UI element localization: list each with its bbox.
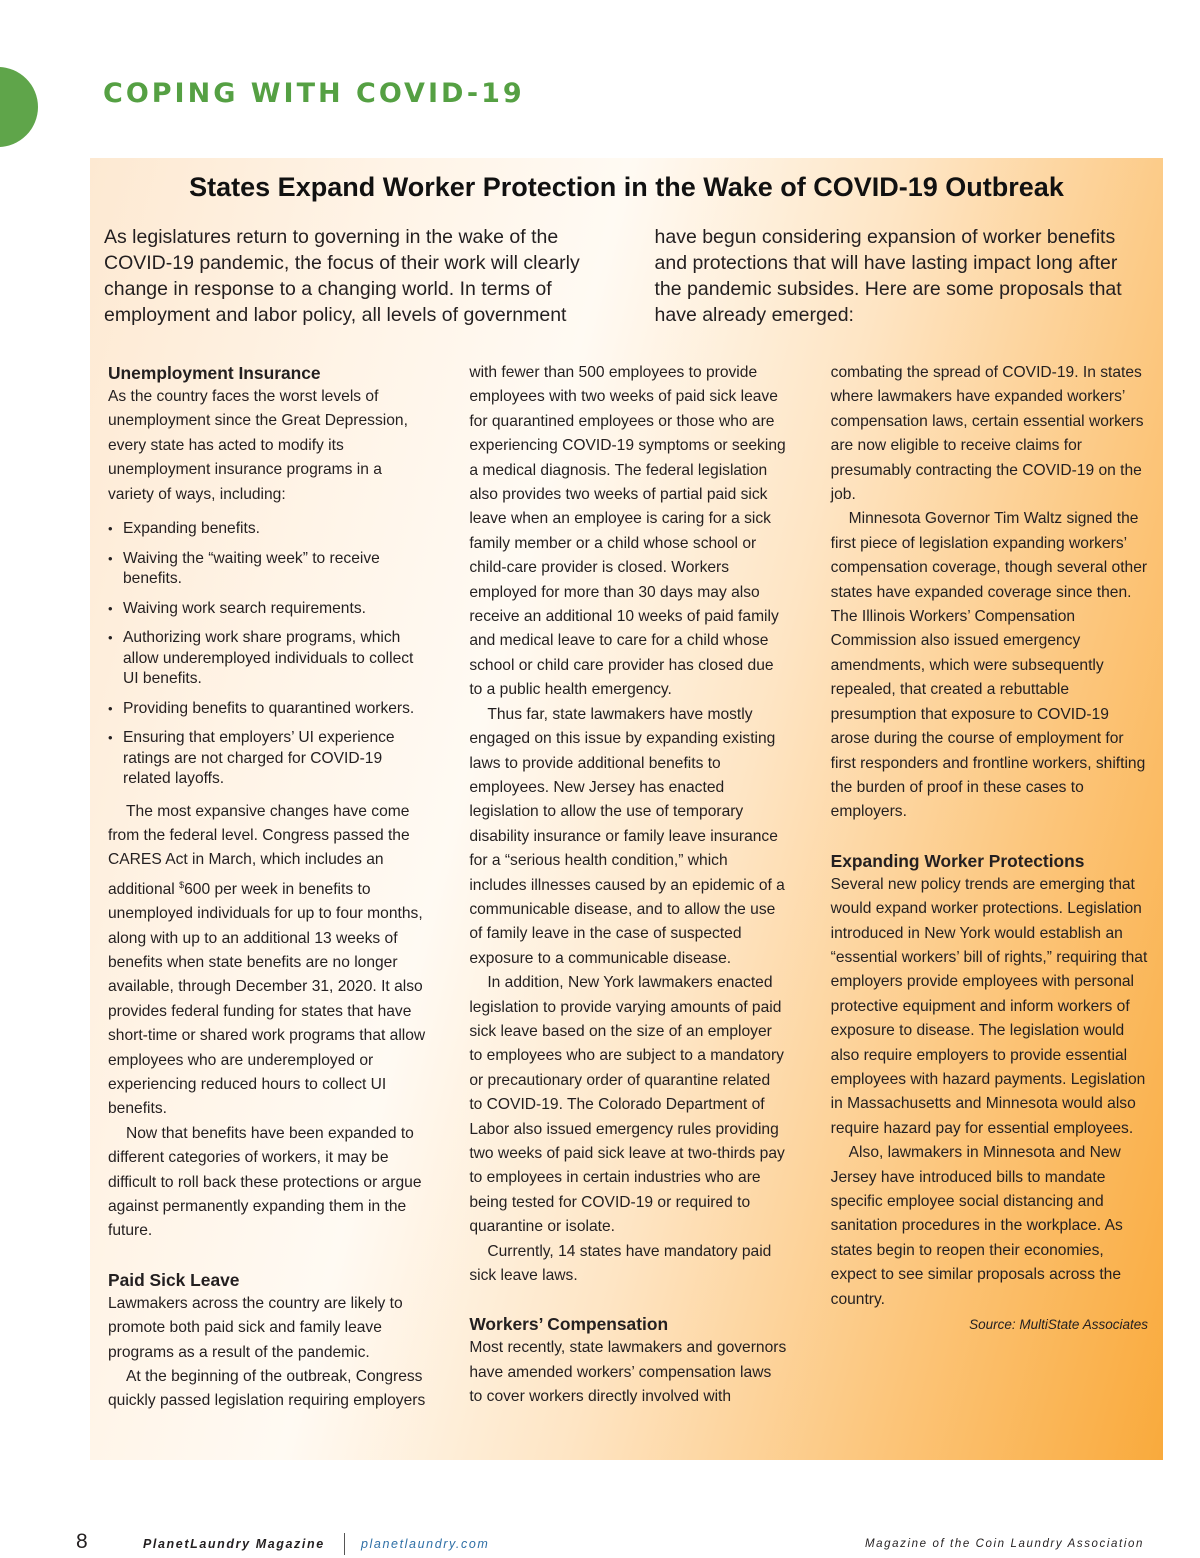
website-link[interactable]: planetlaundry.com [361,1537,490,1551]
list-item: • Providing benefits to quarantined workers. [108,699,425,720]
paid-sick-paragraph-2: At the beginning of the outbreak, Congress quickly passed legislation requiring employers with fewer than 500 employees to provide employees with two weeks of paid sick leave for quarantined employees or those who are experiencing COVID-19 symptoms or seeking a medical diagnosis. The federal legislation also provides two weeks of partial paid sick leave when an employee is caring for a sick family member or a child whose school or child-care provider is closed. Workers employed for more than 30 days may also receive an additional 10 weeks of paid family and medical leave to care for a child whose school or child care provider has closed due to a public health emergency. [108,364,786,1410]
paragraph-text: The most expansive changes have come from the federal level. Congress passed the CARES Act in March, which includes an additional [108,802,410,898]
article-panel [90,158,1163,1460]
list-item: • Authorizing work share programs, which allow underemployed individuals to collect UI benefits. [108,628,425,690]
unemployment-paragraph-3: Now that benefits have been expanded to different categories of workers, it may be difficult to roll back these protections or argue against permanently expanding them in the future. [108,1124,422,1240]
paid-sick-leave-heading: Paid Sick Leave [108,1269,240,1290]
paid-sick-paragraph-5: Currently, 14 states have mandatory paid sick leave laws. [469,1242,772,1285]
unemployment-bullet-list [108,519,425,790]
section-tab-marker [0,67,38,147]
workers-comp-heading: Workers’ Compensation [469,1314,669,1335]
dollar-sign: $ [179,879,185,890]
expanding-protections-heading: Expanding Worker Protections [830,850,1085,871]
unemployment-paragraph-2 [108,800,425,1122]
list-item: • Waiving work search requirements. [108,599,425,620]
list-item: • Waiving the “waiting week” to receive benefits. [108,549,425,590]
article-headline: States Expand Worker Protection in the Wake of COVID-19 Outbreak [189,172,1064,202]
magazine-name: PlanetLaundry Magazine [143,1537,325,1551]
paragraph-text: 600 per week in benefits to unemployed individuals for up to four months, along with up to an additional 13 weeks of benefits when state benefits are no longer available, through December 31, 2020. It also provides federal funding for states that have short-time or shared work programs that allow employees who are underemployed or experiencing reduced hours to collect UI benefits. [108,880,426,1118]
workers-comp-paragraph-1: Most recently, state lawmakers and governors have amended workers’ compensation laws to cover workers directly involved with combating the spread of COVID-19. In states where lawmakers have expanded workers’ compensation laws, certain essential workers are now eligible to receive claims for presumably contracting the COVID-19 on the job. [469,364,1144,1406]
magazine-tagline: Magazine of the Coin Laundry Association [864,1538,1144,1550]
workers-comp-paragraph-2: Minnesota Governor Tim Waltz signed the first piece of legislation expanding workers’ compensation coverage, though several other states have expanded coverage since then. The Illinois Workers’ Compensation Commission also issued emergency amendments, which were subsequently repealed, that created a rebuttable presumption that exposure to COVID-19 arose during the course of employment for first responders and frontline workers, shifting the burden of proof in these cases to employers. [830,510,1148,821]
article-intro [104,224,1139,328]
source-credit: Source: MultiState Associates [969,1317,1148,1333]
section-label: COPING WITH COVID-19 [103,78,525,109]
list-item: • Expanding benefits. [108,519,425,540]
unemployment-paragraph-1: As the country faces the worst levels of unemployment since the Great Depression, every state has acted to modify its unemployment insurance programs in a variety of ways, including: [108,388,408,503]
expanding-paragraph-2: Also, lawmakers in Minnesota and New Jersey have introduced bills to mandate specific employee social distancing and sanitation procedures in the workplace. As states begin to reopen their economies, expect to see similar proposals across the country. [830,1144,1123,1308]
footer-divider [344,1533,345,1555]
page-number: 8 [76,1530,88,1553]
article-body [108,361,1148,1433]
unemployment-heading: Unemployment Insurance [108,363,321,383]
list-item: • Ensuring that employers’ UI experience ratings are not charged for COVID-19 related layoffs. [108,728,425,790]
expanding-paragraph-1: Several new policy trends are emerging that would expand worker protections. Legislation introduced in New York would establish an “essential workers’ bill of rights,” requiring that employers provide employees with personal protective equipment and inform workers of exposure to disease. The legislation would also require employers to provide essential employees with hazard payments. Legislation in Massachusetts and Minnesota would also require hazard pay for essential employees. [830,875,1148,1137]
paid-sick-paragraph-3: Thus far, state lawmakers have mostly engaged on this issue by expanding existing laws to provide additional benefits to employees. New Jersey has enacted legislation to allow the use of temporary disability insurance or family leave insurance for a “serious health condition,” which includes illnesses caused by an epidemic of a communicable disease, and to allow the use of family leave in the case of suspected exposure to a communicable disease. [469,705,785,967]
paid-sick-paragraph-4: In addition, New York lawmakers enacted legislation to provide varying amounts of paid sick leave based on the size of an employer to employees who are subject to a mandatory or precautionary order of quarantine related to COVID-19. The Colorado Department of Labor also issued emergency rules providing two weeks of paid sick leave at two-thirds pay to employees in certain industries who are being tested for COVID-19 or required to quarantine or isolate. [469,974,785,1236]
intro-text: As legislatures return to governing in the wake of the COVID-19 pandemic, the focus of their work will clearly change in response to a changing world. In terms of employment and labor policy, all levels of government have begun considering expansion of worker benefits and protections that will have lasting impact long after the pandemic subsides. Here are some proposals that have already emerged: [104,226,1122,326]
paid-sick-paragraph-1: Lawmakers across the country are likely to promote both paid sick and family leave programs as a result of the pandemic. [108,1294,403,1361]
